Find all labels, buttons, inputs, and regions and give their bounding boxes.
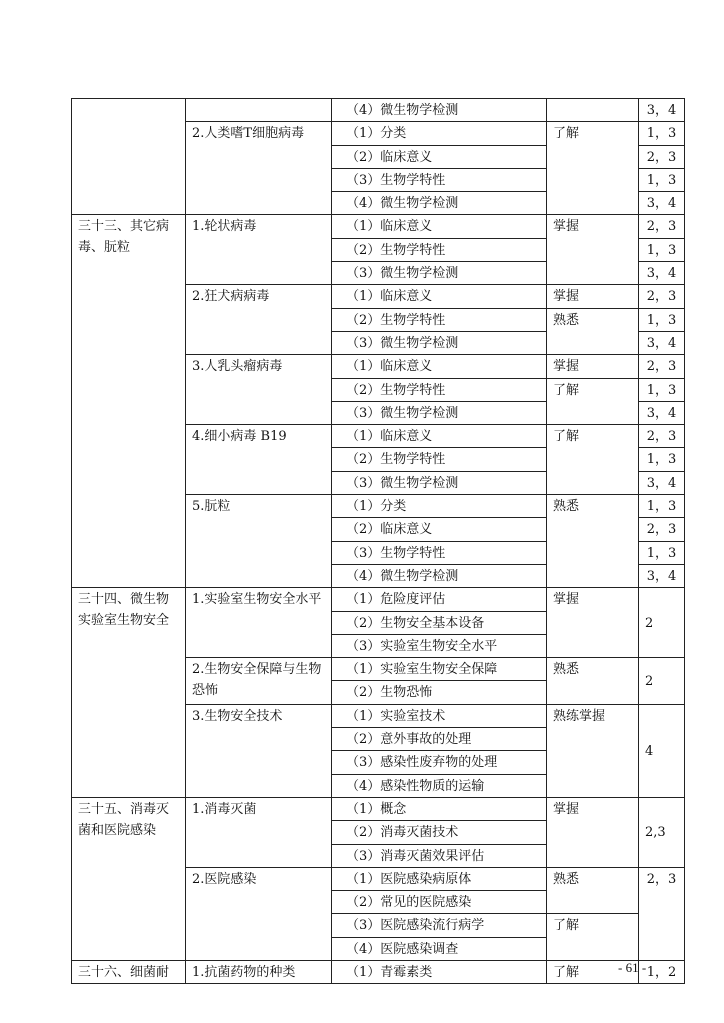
item-cell: （1）临床意义 bbox=[332, 285, 547, 308]
subunit-cell: 1.抗菌药物的种类 bbox=[186, 960, 332, 983]
code-cell: 3，4 bbox=[639, 262, 685, 285]
level-cell: 掌握 bbox=[547, 588, 639, 658]
item-cell: （3）微生物学检测 bbox=[332, 262, 547, 285]
subunit-cell: 1.消毒灭菌 bbox=[186, 797, 332, 867]
code-cell: 3，4 bbox=[639, 564, 685, 587]
code-cell: 1，3 bbox=[639, 448, 685, 471]
code-cell: 2，3 bbox=[639, 355, 685, 378]
item-cell: （2）常见的医院感染 bbox=[332, 891, 547, 914]
subunit-cell: 1.轮状病毒 bbox=[186, 215, 332, 285]
item-cell: （3）消毒灭菌效果评估 bbox=[332, 844, 547, 867]
item-cell: （1）实验室技术 bbox=[332, 704, 547, 727]
item-cell: （4）医院感染调查 bbox=[332, 937, 547, 960]
item-cell: （4）微生物学检测 bbox=[332, 99, 547, 122]
item-cell: （1）青霉素类 bbox=[332, 960, 547, 983]
item-cell: （3）微生物学检测 bbox=[332, 471, 547, 494]
item-cell: （1）临床意义 bbox=[332, 215, 547, 238]
level-cell: 了解 bbox=[547, 960, 639, 983]
subunit-cell: 2.医院感染 bbox=[186, 867, 332, 960]
item-cell: （4）微生物学检测 bbox=[332, 192, 547, 215]
subunit-cell bbox=[186, 99, 332, 122]
item-cell: （2）生物恐怖 bbox=[332, 681, 547, 704]
code-cell: 3，4 bbox=[639, 99, 685, 122]
table-row bbox=[72, 215, 685, 238]
item-cell: （1）实验室生物安全保障 bbox=[332, 658, 547, 681]
code-cell: 4 bbox=[639, 704, 685, 797]
subunit-cell: 1.实验室生物安全水平 bbox=[186, 588, 332, 658]
code-cell: 1，3 bbox=[639, 122, 685, 145]
unit-cell: 三十三、其它病毒、朊粒 bbox=[72, 215, 186, 588]
table-row bbox=[72, 797, 685, 820]
code-cell: 2，3 bbox=[639, 215, 685, 238]
level-cell: 熟练掌握 bbox=[547, 704, 639, 797]
item-cell: （4）感染性物质的运输 bbox=[332, 774, 547, 797]
item-cell: （3）微生物学检测 bbox=[332, 401, 547, 424]
item-cell: （3）生物学特性 bbox=[332, 541, 547, 564]
code-cell: 2 bbox=[639, 658, 685, 705]
item-cell: （2）生物安全基本设备 bbox=[332, 611, 547, 634]
item-cell: （1）概念 bbox=[332, 797, 547, 820]
level-cell: 了解 bbox=[547, 378, 639, 425]
code-cell: 1，3 bbox=[639, 168, 685, 191]
item-cell: （3）医院感染流行病学 bbox=[332, 914, 547, 937]
item-cell: （1）临床意义 bbox=[332, 355, 547, 378]
item-cell: （1）医院感染病原体 bbox=[332, 867, 547, 890]
table-row bbox=[72, 99, 685, 122]
item-cell: （1）分类 bbox=[332, 122, 547, 145]
table-row bbox=[72, 960, 685, 983]
subunit-cell: 3.生物安全技术 bbox=[186, 704, 332, 797]
code-cell: 2，3 bbox=[639, 425, 685, 448]
table-row bbox=[72, 588, 685, 611]
code-cell: 2 bbox=[639, 588, 685, 658]
level-cell: 掌握 bbox=[547, 797, 639, 867]
level-cell: 掌握 bbox=[547, 285, 639, 308]
code-cell: 3，4 bbox=[639, 471, 685, 494]
code-cell: 1，3 bbox=[639, 238, 685, 261]
item-cell: （2）临床意义 bbox=[332, 518, 547, 541]
code-cell: 1，3 bbox=[639, 541, 685, 564]
page-number: - 61 - bbox=[618, 960, 647, 975]
item-cell: （1）分类 bbox=[332, 495, 547, 518]
code-cell: 3，4 bbox=[639, 192, 685, 215]
code-cell: 2，3 bbox=[639, 145, 685, 168]
subunit-cell: 3.人乳头瘤病毒 bbox=[186, 355, 332, 425]
syllabus-table bbox=[71, 98, 685, 984]
item-cell: （2）消毒灭菌技术 bbox=[332, 821, 547, 844]
level-cell: 掌握 bbox=[547, 215, 639, 285]
code-cell: 1，3 bbox=[639, 495, 685, 518]
code-cell: 1，3 bbox=[639, 308, 685, 331]
unit-cell bbox=[72, 99, 186, 215]
item-cell: （3）感染性废弃物的处理 bbox=[332, 751, 547, 774]
code-cell: 1，3 bbox=[639, 378, 685, 401]
subunit-cell: 4.细小病毒 B19 bbox=[186, 425, 332, 495]
subunit-cell: 5.朊粒 bbox=[186, 495, 332, 588]
level-cell: 了解 bbox=[547, 122, 639, 215]
level-cell: 熟悉 bbox=[547, 658, 639, 705]
unit-cell: 三十五、消毒灭菌和医院感染 bbox=[72, 797, 186, 960]
level-cell: 熟悉 bbox=[547, 867, 639, 914]
item-cell: （2）生物学特性 bbox=[332, 448, 547, 471]
code-cell: 2,3 bbox=[639, 797, 685, 867]
level-cell: 了解 bbox=[547, 425, 639, 495]
code-cell: 2，3 bbox=[639, 285, 685, 308]
item-cell: （3）实验室生物安全水平 bbox=[332, 634, 547, 657]
item-cell: （4）微生物学检测 bbox=[332, 564, 547, 587]
level-cell: 了解 bbox=[547, 914, 639, 961]
code-cell: 2，3 bbox=[639, 867, 685, 960]
item-cell: （2）意外事故的处理 bbox=[332, 728, 547, 751]
item-cell: （2）生物学特性 bbox=[332, 238, 547, 261]
item-cell: （1）临床意义 bbox=[332, 425, 547, 448]
item-cell: （1）危险度评估 bbox=[332, 588, 547, 611]
code-cell: 2，3 bbox=[639, 518, 685, 541]
subunit-cell: 2.狂犬病病毒 bbox=[186, 285, 332, 355]
subunit-cell: 2.人类嗜T细胞病毒 bbox=[186, 122, 332, 215]
item-cell: （3）微生物学检测 bbox=[332, 331, 547, 354]
level-cell: 熟悉 bbox=[547, 495, 639, 588]
level-cell: 熟悉 bbox=[547, 308, 639, 355]
level-cell: 掌握 bbox=[547, 355, 639, 378]
code-cell: 3，4 bbox=[639, 331, 685, 354]
unit-cell: 三十六、细菌耐 bbox=[72, 960, 186, 983]
code-cell: 3，4 bbox=[639, 401, 685, 424]
item-cell: （3）生物学特性 bbox=[332, 168, 547, 191]
item-cell: （2）临床意义 bbox=[332, 145, 547, 168]
item-cell: （2）生物学特性 bbox=[332, 378, 547, 401]
item-cell: （2）生物学特性 bbox=[332, 308, 547, 331]
subunit-cell: 2.生物安全保障与生物恐怖 bbox=[186, 658, 332, 705]
code-cell: 1，2 bbox=[639, 960, 685, 983]
unit-cell: 三十四、微生物实验室生物安全 bbox=[72, 588, 186, 798]
level-cell bbox=[547, 99, 639, 122]
